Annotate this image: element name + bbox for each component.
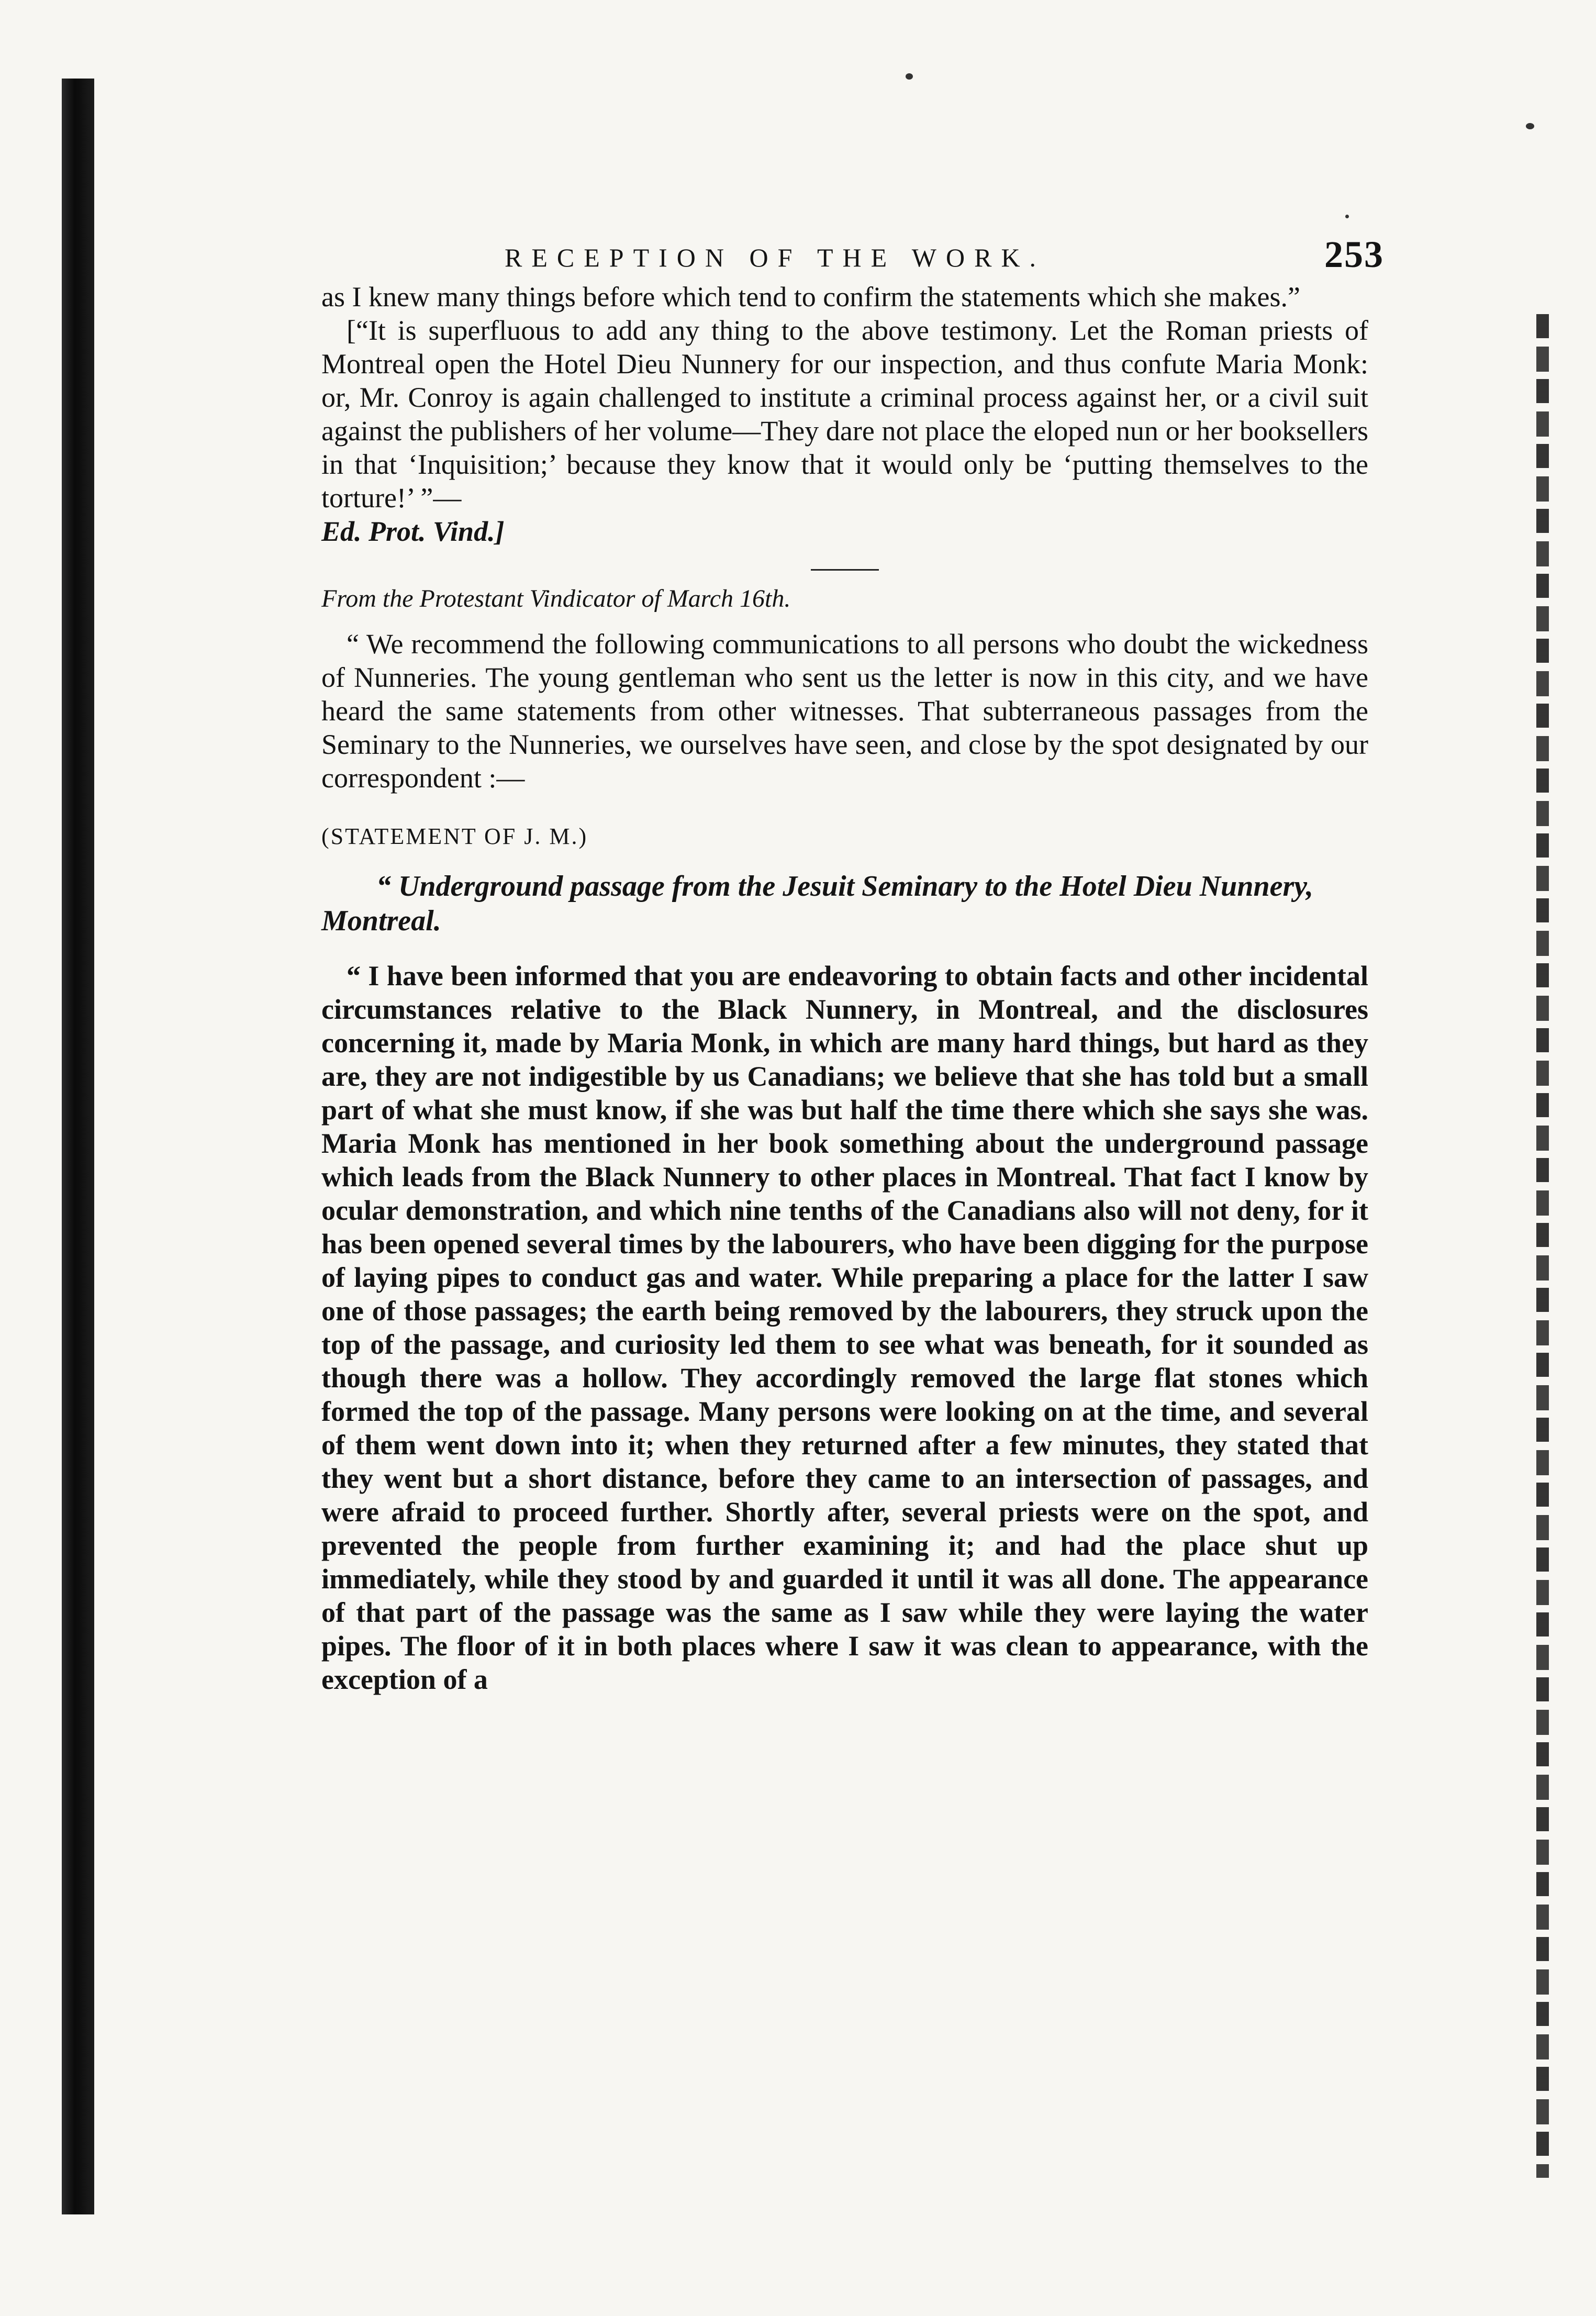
statement-heading: “ Underground passage from the Jesuit Seminary to the Hotel Dieu Nunnery, Montreal.	[321, 870, 1314, 937]
statement-label: (STATEMENT OF J. M.)	[321, 823, 588, 849]
page-text-column	[321, 233, 1384, 1696]
signature: Ed. Prot. Vind.]	[321, 516, 505, 547]
intro-paragraph: “ We recommend the following communications to all persons who doubt the wickedness of Nunneries. The young gentleman who sent us the letter is now in this city, and we have heard the same statements from other witnesses. That subterraneous passages from the Seminary to the Nunneries, we ourselves have seen, and close by the spot designated by our correspondent :—	[321, 628, 1368, 794]
running-head	[321, 233, 1384, 280]
ink-speck	[1345, 215, 1349, 218]
source-line: From the Protestant Vindicator of March 16th.	[321, 585, 791, 613]
ink-speck	[1526, 123, 1534, 129]
paragraph: as I knew many things before which tend to confirm the statements which she makes.”	[321, 281, 1300, 313]
page-binding-edge	[62, 79, 94, 2214]
page-number: 253	[1324, 233, 1384, 275]
page-gutter-edge	[1536, 314, 1549, 2178]
body-paragraph: “ I have been informed that you are endeavoring to obtain facts and other incidental circumstances relative to the Black Nunnery, in Montreal, and the disclosures concerning it, made by Maria Monk, in which are many hard things, but hard as they are, they are not indigestible by us Canadians; we believe that she has told but a small part of what she must know, if she was but half the time there which she says she was. Maria Monk has mentioned in her book something about the underground passage which leads from the Black Nunnery to other places in Montreal. That fact I know by ocular demonstration, and which nine tenths of the Canadians also will not deny, for it has been opened several times by the labourers, who have been digging for the purpose of laying pipes to conduct gas and water. While preparing a place for the latter I saw one of those passages; the earth being removed by the labourers, they struck upon the top of the passage, and curiosity led them to see what was beneath, for it sounded as though there was a hollow. They accordingly removed the large flat stones which formed the top of the passage. Many persons were looking on at the time, and several of them went down into it; when they returned after a few minutes, they stated that they went but a short distance, before they came to an intersection of passages, and were afraid to proceed further. Shortly after, several priests were on the spot, and prevented the people from further examining it; and had the place shut up immediately, while they stood by and guarded it until it was all done. The appearance of that part of the passage was the same as I saw while they were laying the water pipes. The floor of it in both places where I saw it was clean to appearance, with the exception of a	[321, 960, 1368, 1695]
paragraph: [“It is superfluous to add any thing to the above testimony. Let the Roman priests of Montreal open the Hotel Dieu Nunnery for our inspection, and thus confute Maria Monk: or, Mr. Conroy is again challenged to institute a criminal process against her, or a civil suit against the publishers of her volume—They dare not place the eloped nun or her booksellers in that ‘Inquisition;’ because they know that it would only be ‘putting themselves to the torture!’ ”—	[321, 315, 1368, 514]
running-head-title: RECEPTION OF THE WORK.	[505, 243, 1046, 272]
section-divider	[811, 569, 879, 571]
ink-speck	[906, 73, 913, 80]
